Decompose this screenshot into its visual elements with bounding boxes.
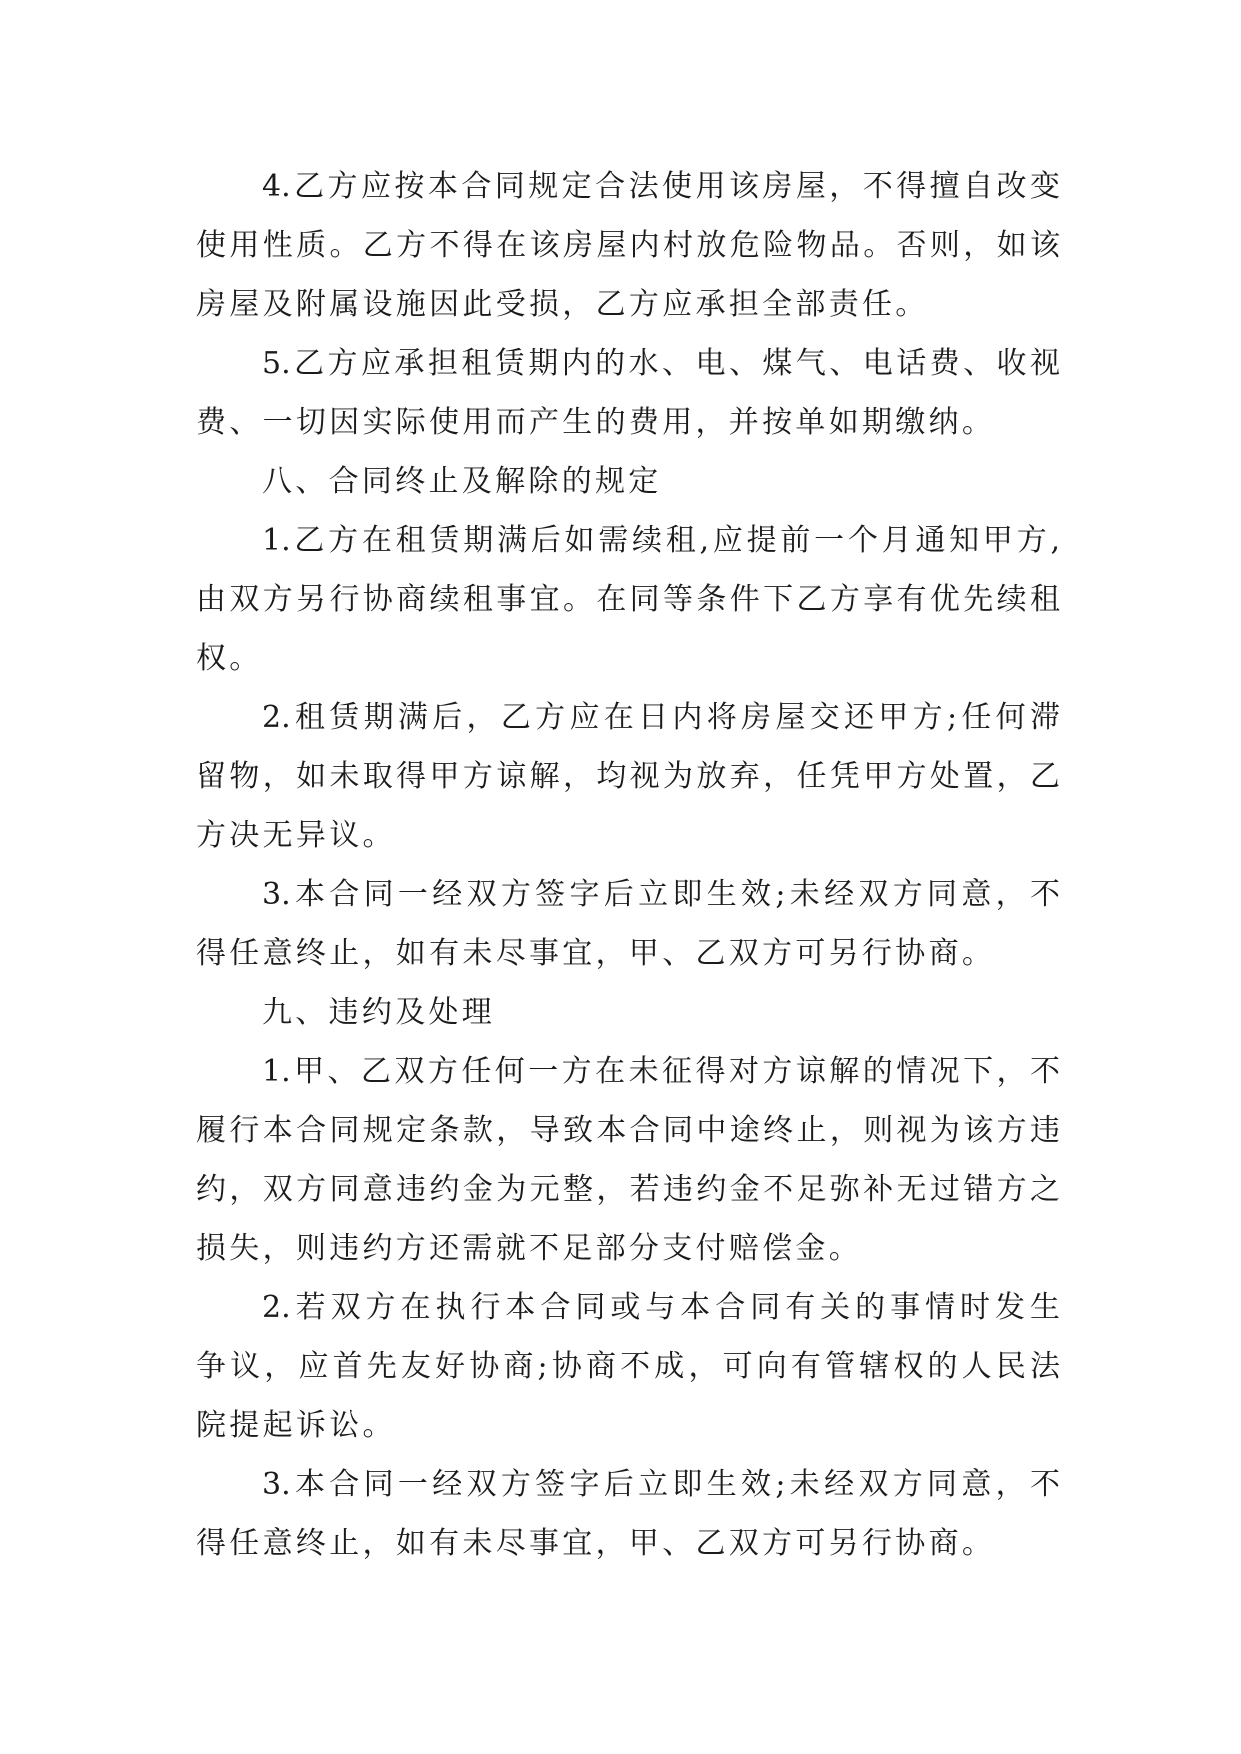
clause-line: 方决无异议。 <box>196 818 396 853</box>
section-9-item-3 <box>196 1455 1060 1573</box>
clause-item-4 <box>196 157 1060 334</box>
clause-line: 院提起诉讼。 <box>196 1408 396 1443</box>
clause-line: 得任意终止，如有未尽事宜，甲、乙双方可另行协商。 <box>196 1526 996 1561</box>
section-8-item-1 <box>196 511 1060 688</box>
clause-line: 得任意终止，如有未尽事宜，甲、乙双方可另行协商。 <box>196 936 996 971</box>
clause-line: 由双方另行协商续租事宜。在同等条件下乙方享有优先续租 <box>196 582 1060 617</box>
clause-item-5 <box>196 334 1060 452</box>
clause-line: 5.乙方应承担租赁期内的水、电、煤气、电话费、收视 <box>262 346 1060 381</box>
clause-line: 3.本合同一经双方签字后立即生效;未经双方同意，不 <box>262 1467 1060 1502</box>
clause-line: 争议，应首先友好协商;协商不成，可向有管辖权的人民法 <box>196 1349 1060 1384</box>
clause-line: 权。 <box>196 641 263 676</box>
section-heading: 九、违约及处理 <box>262 995 496 1030</box>
document-body <box>196 157 1060 1573</box>
clause-line: 费、一切因实际使用而产生的费用，并按单如期缴纳。 <box>196 405 996 440</box>
section-heading: 八、合同终止及解除的规定 <box>262 464 662 499</box>
clause-line: 房屋及附属设施因此受损，乙方应承担全部责任。 <box>196 287 929 322</box>
clause-line: 损失，则违约方还需就不足部分支付赔偿金。 <box>196 1231 862 1266</box>
section-8 <box>196 452 1060 983</box>
clause-line: 1.乙方在租赁期满后如需续租,应提前一个月通知甲方, <box>262 523 1060 558</box>
clause-line: 3.本合同一经双方签字后立即生效;未经双方同意，不 <box>262 877 1060 912</box>
clause-line: 2.租赁期满后，乙方应在日内将房屋交还甲方;任何滞 <box>262 700 1060 735</box>
clause-line: 1.甲、乙双方任何一方在未征得对方谅解的情况下，不 <box>262 1054 1060 1089</box>
section-9 <box>196 983 1060 1573</box>
section-8-item-3 <box>196 865 1060 983</box>
clause-line: 约，双方同意违约金为元整，若违约金不足弥补无过错方之 <box>196 1172 1060 1207</box>
section-9-item-2 <box>196 1278 1060 1455</box>
clause-line: 履行本合同规定条款，导致本合同中途终止，则视为该方违 <box>196 1113 1060 1148</box>
clause-line: 留物，如未取得甲方谅解，均视为放弃，任凭甲方处置，乙 <box>196 759 1060 794</box>
clause-line: 使用性质。乙方不得在该房屋内村放危险物品。否则，如该 <box>196 228 1060 263</box>
section-9-item-1 <box>196 1042 1060 1278</box>
clause-line: 2.若双方在执行本合同或与本合同有关的事情时发生 <box>262 1290 1060 1325</box>
section-8-item-2 <box>196 688 1060 865</box>
clause-line: 4.乙方应按本合同规定合法使用该房屋，不得擅自改变 <box>262 169 1060 204</box>
